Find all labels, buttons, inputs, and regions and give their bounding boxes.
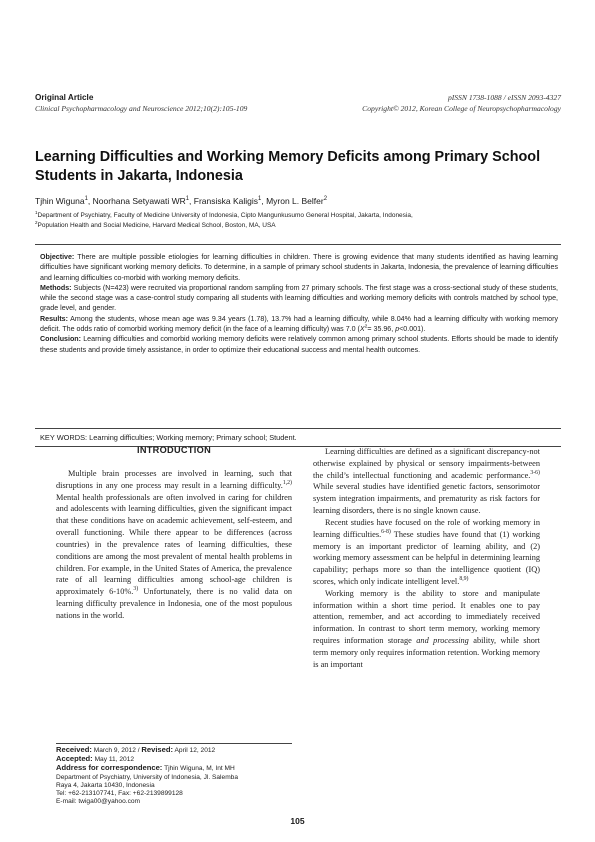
revised-label: Revised: xyxy=(141,745,174,754)
intro-text: Mental health professionals are often involved in caring for children and adolescents with learning difficulties, given the significant impact that these conditions have on academic achievement, self-esteem, and overall functioning. While there appear to be differences (across countries) in the prevalence rates of learning difficulties, these conditions are among the most prevalent of mental health problems in children. For example, in the United States of America, the prevalence rate of all learning difficulties among school-age children is approximately 6-10%. xyxy=(56,492,292,597)
header-left xyxy=(35,92,247,114)
correspondence-address: Raya 4, Jakarta 10430, Indonesia xyxy=(56,781,155,789)
methods-text: Subjects (N=423) were recruited via proportional random sampling from 27 primary schools. The first stage was a cross-sectional study of these students, while the second stage was a case-control study comparing all students with learning difficulties and working memory deficits with controls matched by school type, grade level, and gender. xyxy=(40,283,558,313)
keywords xyxy=(40,433,558,443)
intro-text: Unfortunately, there is no valid data on learning difficulty prevalence in Indonesia, one of the most populous nations in the world. xyxy=(56,587,292,620)
intro-text: Learning difficulties are defined as a significant discrepancy-not otherwise explained by physical or sensory impairments-between the child’s intellectual functioning and academic performance. xyxy=(313,447,540,480)
article-notes xyxy=(56,746,292,806)
citation: 3-6) xyxy=(530,469,540,476)
correspondence-name: Tjhin Wiguna, M, Int MH xyxy=(164,765,235,773)
abstract-objective xyxy=(40,252,558,283)
objective-text: There are multiple possible etiologies for learning difficulties in children. There is growing evidence that many students identified as having learning difficulties have significant working memory deficits. To determine, in a sample of primary school students in Jakarta, Indonesia, the prevalence of learning difficulties and learning difficulties co-morbid with working memory deficits. xyxy=(40,253,558,282)
affiliation-number: 2 xyxy=(35,219,38,225)
intro-paragraph-2 xyxy=(313,446,540,517)
affiliation-line xyxy=(35,221,561,231)
abstract-top-rule xyxy=(35,244,561,245)
affiliation-line xyxy=(35,211,561,221)
author-affiliation-marker: 1 xyxy=(258,196,262,203)
correspondence-address: Department of Psychiatry, University of Indonesia, Jl. Salemba xyxy=(56,773,239,781)
accepted-label: Accepted: xyxy=(56,754,93,764)
citation: 1,2) xyxy=(282,480,292,487)
intro-text: These studies have found that (1) working memory is an important predictor of learning ability, and (2) working memory assessment can be helpful in determining learning capability; perhaps more so than the intelligence quotient (IQ) scores, which only indicate intelligent level. xyxy=(313,529,541,586)
author-affiliation-marker: 2 xyxy=(323,196,328,203)
running-header xyxy=(35,92,561,118)
author-name: Noorhana Setyawati WR xyxy=(92,196,186,206)
keywords-divider xyxy=(35,428,561,429)
intro-text: ability, while short term memory only requires information retention. Working memory is an important xyxy=(313,636,540,669)
correspondence-line xyxy=(56,764,292,773)
intro-paragraph-4 xyxy=(313,588,540,671)
author-affiliation-marker: 1 xyxy=(84,196,88,203)
revised-date: April 12, 2012 xyxy=(174,747,216,754)
page-number: 105 xyxy=(290,816,305,826)
correspondence-label: Address for correspondence: xyxy=(56,763,163,773)
abstract-conclusion xyxy=(40,334,558,355)
correspondence-phone: Tel: +62-213107741, Fax: +62-2139899128 xyxy=(56,790,183,798)
citation: 8,9) xyxy=(459,576,469,583)
affiliation-text: Department of Psychiatry, Faculty of Medicine University of Indonesia, Cipto Mangunkusumo General Hospital, Jakarta, Indonesia, xyxy=(37,212,413,219)
correspondence-email[interactable]: E-mail: twiga00@yahoo.com xyxy=(56,798,141,806)
paper-title: Learning Difficulties and Working Memory Deficits among Primary School Students in Jakarta, Indonesia xyxy=(35,149,541,184)
conclusion-label: Conclusion: xyxy=(40,335,81,344)
issn: pISSN 1738-1088 / eISSN 2093-4327 xyxy=(447,93,561,102)
right-column xyxy=(313,446,540,670)
copyright: Copyright© 2012, Korean College of Neuropsychopharmacology xyxy=(362,104,561,113)
intro-paragraph-1 xyxy=(56,468,292,622)
introduction-heading: INTRODUCTION xyxy=(136,445,212,455)
results-text-end: <0.001). xyxy=(399,325,426,334)
intro-text: While several studies have identified genetic factors, sensorimotor system integration impairments, and prematurity as risk factors for learning disorders, there is no single known cause. xyxy=(313,482,540,516)
abstract xyxy=(40,252,558,355)
author-name: Myron L. Belfer xyxy=(266,196,324,206)
journal-citation: Clinical Psychopharmacology and Neuroscience 2012;10(2):105-109 xyxy=(35,104,248,113)
citation: 6-8) xyxy=(381,528,391,535)
results-text: Among the students, whose mean age was 9.34 years (1.78), 13.7% had a learning difficulty, while 8.04% had a learning difficulty with working memory deficit. The odds ratio of comorbid working memory deficit (in the face of a learning difficulty) was 7.0 ( xyxy=(40,314,558,334)
header-right xyxy=(362,92,561,114)
article-type: Original Article xyxy=(35,93,94,102)
author-affiliation-marker: 1 xyxy=(185,196,190,203)
methods-label: Methods: xyxy=(40,283,72,292)
results-p-symbol: p xyxy=(395,325,400,334)
intro-text: Working memory is the ability to store and manipulate information within a short time period. It enables one to pay attention, remember, and act according to immediately received information. In contrast to short term memory, working memory requires information storage xyxy=(313,588,540,645)
intro-text: Multiple brain processes are involved in learning, such that disruptions in any one process may result in a learning difficulty. xyxy=(56,469,292,490)
accepted-date: May 11, 2012 xyxy=(94,756,135,764)
emphasis: and processing xyxy=(416,636,469,645)
abstract-methods xyxy=(40,283,558,314)
intro-paragraph-3 xyxy=(313,517,540,588)
keywords-label: KEY WORDS: xyxy=(40,433,88,442)
left-column xyxy=(56,445,292,622)
footnote-rule xyxy=(56,743,292,744)
keywords-text: Learning difficulties; Working memory; Primary school; Student. xyxy=(89,433,297,442)
results-chi-superscript: 2 xyxy=(364,324,368,330)
intro-text: Recent studies have focused on the role of working memory in learning difficulties. xyxy=(313,517,540,539)
objective-label: Objective: xyxy=(40,253,75,261)
results-label: Results: xyxy=(40,314,68,323)
author-list: Tjhin Wiguna$^1$, Noorhana Setyawati $WR^1$, Fransiska Kaligis$^1$, Myron L. Belfer$^2$ xyxy=(35,196,328,206)
author-name: Fransiska Kaligis xyxy=(193,196,259,206)
abstract-results xyxy=(40,314,558,335)
conclusion-text: Learning difficulties and comorbid working memory deficits were relatively common among primary school students. Efforts should be made to identify these students and provide timely assistance, in order to optimize their educational success and mental health outcomes. xyxy=(40,335,558,354)
citation: 3) xyxy=(133,586,139,593)
affiliation-number: 1 xyxy=(35,209,38,215)
author-name: Tjhin Wiguna xyxy=(35,196,85,206)
received-label: Received: xyxy=(56,745,92,754)
affiliations xyxy=(35,211,561,231)
results-chi-symbol: X xyxy=(359,325,365,334)
received-date: March 9, 2012 / xyxy=(93,747,142,754)
affiliation-text: Population Health and Social Medicine, Harvard Medical School, Boston, MA, USA xyxy=(37,222,276,229)
results-text-mid: = 35.96, xyxy=(367,325,396,334)
